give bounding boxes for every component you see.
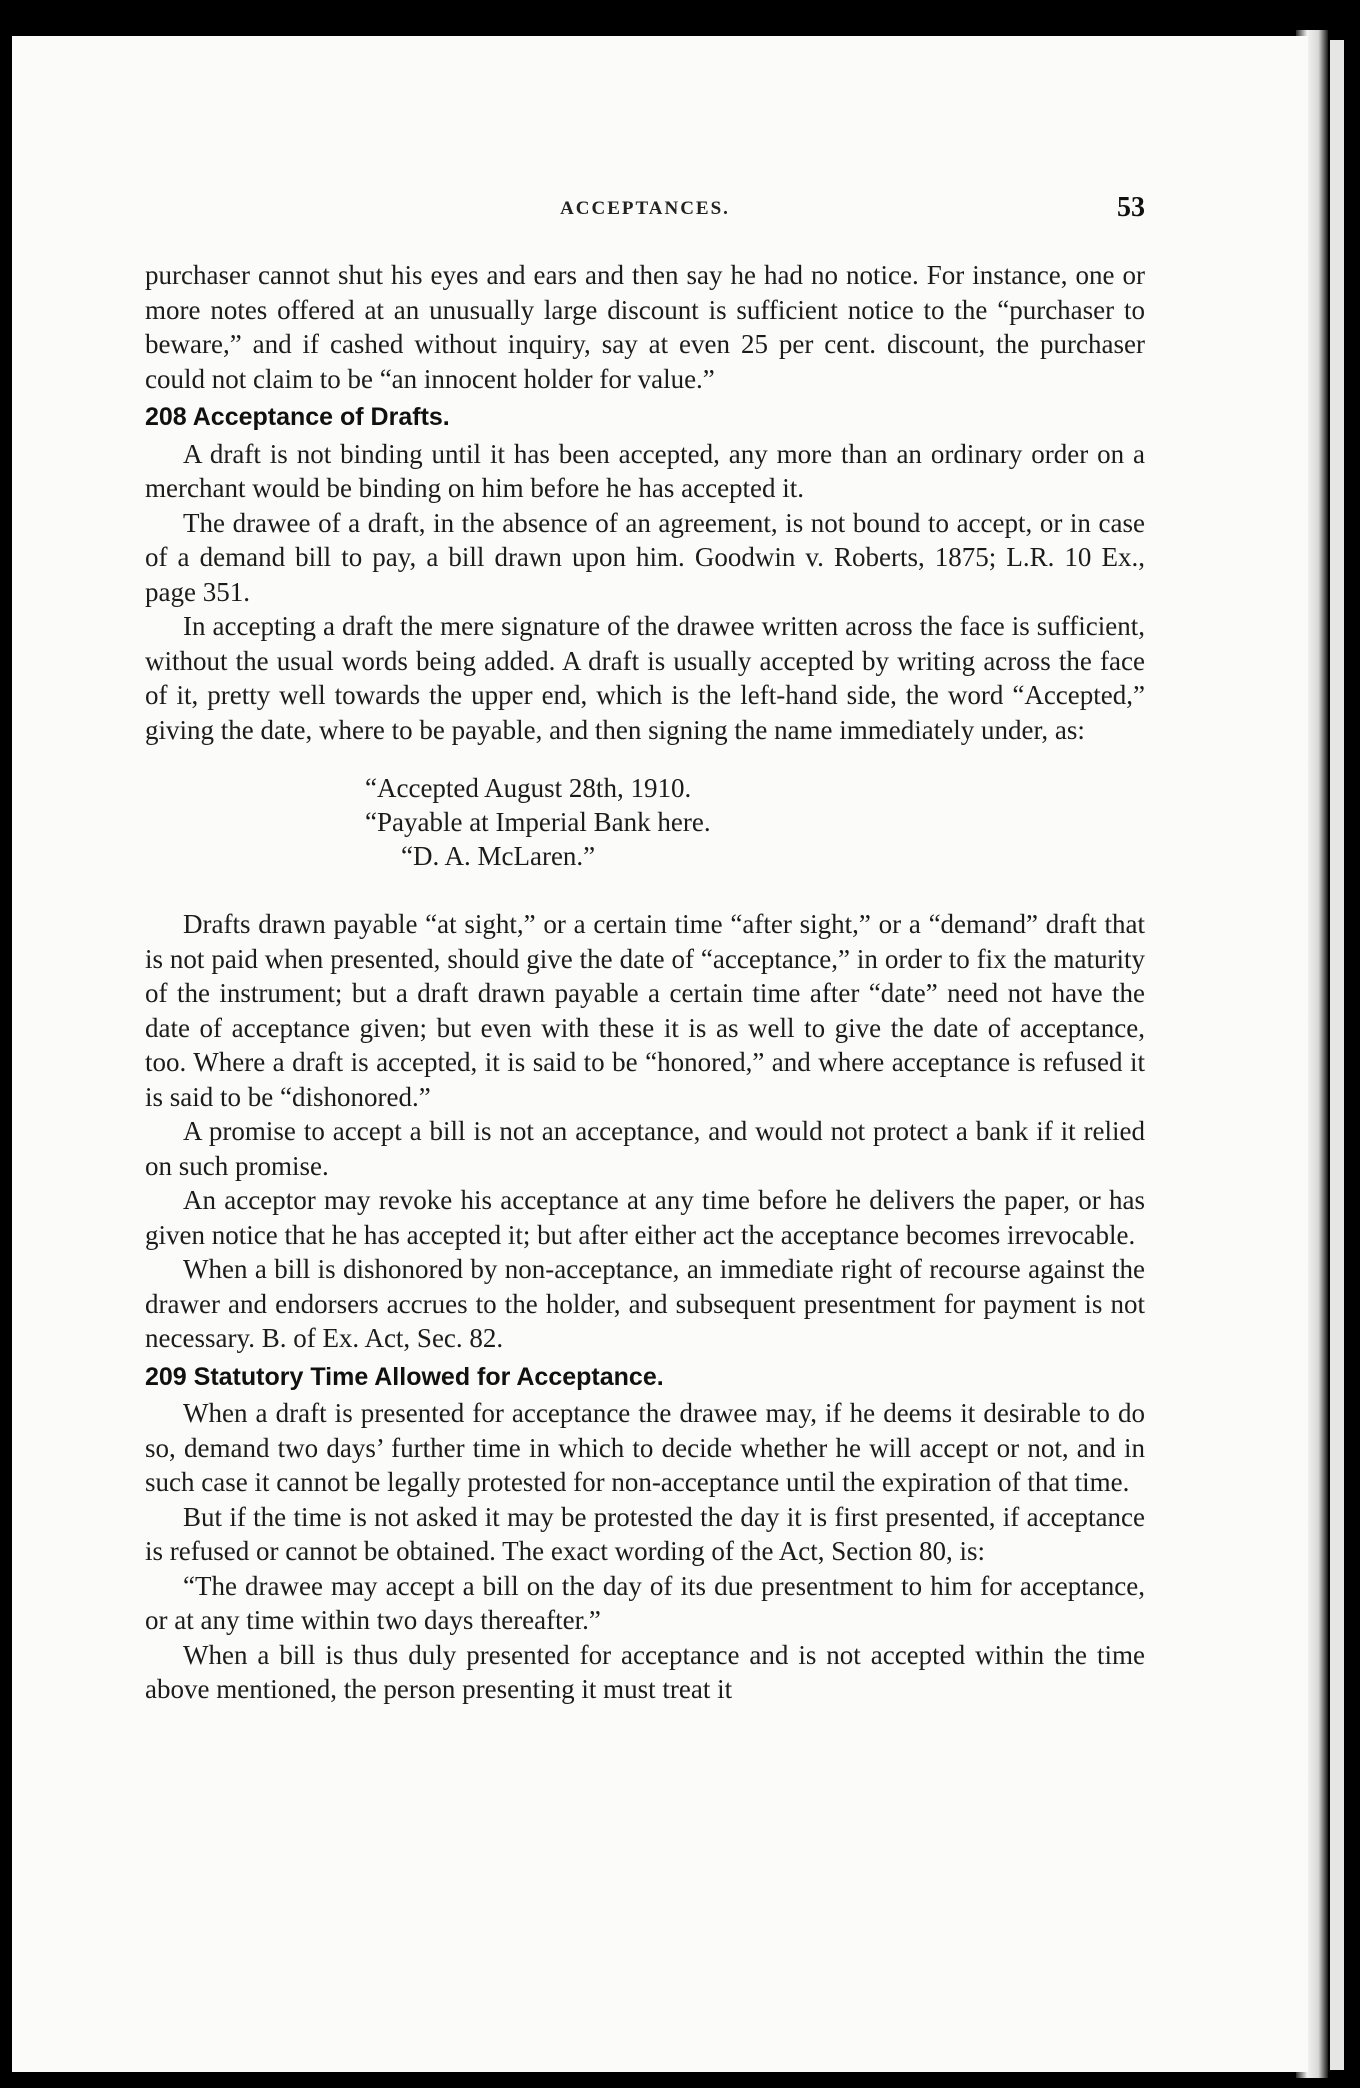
section-heading-208: 208 Acceptance of Drafts.: [145, 403, 450, 431]
running-header: [145, 192, 1145, 232]
paragraph: When a bill is thus duly presented for acceptance and is not accepted within the time above mentioned, the person presenting it must treat it: [145, 1639, 1145, 1704]
paragraph: In accepting a draft the mere signature of the drawee written across the face is sufficient, without the usual words being added. A draft is usually accepted by writing across the face of it, pretty well towards the upper end, which is the left-hand side, the word “Accepted,” giving the date, where to be payable, and then signing the name immediately under, as:: [145, 611, 1145, 745]
section-heading-209: 209 Statutory Time Allowed for Acceptance.: [145, 1362, 664, 1391]
paragraph-continued: purchaser cannot shut his eyes and ears and then say he had no notice. For instance, one or more notes offered at an unusually large discount is sufficient notice to the “purchaser to beware,” and if cashed without inquiry, say at even 25 per cent. discount, the purchaser could not claim to be “an innocent holder for value.”: [145, 260, 1145, 394]
paragraph: When a draft is presented for acceptance the drawee may, if he deems it desirable to do so, demand two days’ further time in which to decide whether he will accept or not, and in such case it cannot be legally protested for non-acceptance until the expiration of that time.: [145, 1398, 1145, 1497]
example-line: “Payable at Imperial Bank here.: [365, 807, 711, 837]
paragraph: But if the time is not asked it may be protested the day it is first presented, if acceptance is refused or cannot be obtained. The exact wording of the Act, Section 80, is:: [145, 1501, 1145, 1566]
paragraph: Drafts drawn payable “at sight,” or a certain time “after sight,” or a “demand” draft that is not paid when presented, should give the date of “acceptance,” in order to fix the maturity of the instrument; but a draft drawn payable a certain time after “date” need not have the date of acceptance given; but even with these it is as well to give the date of acceptance, too. Where a draft is accepted, it is said to be “honored,” and where acceptance is refused it is said to be “dishonored.”: [145, 909, 1145, 1112]
book-page-edge: [1330, 40, 1344, 2070]
paragraph: The drawee of a draft, in the absence of an agreement, is not bound to accept, or in case of a demand bill to pay, a bill drawn upon him. Goodwin v. Roberts, 1875; L.R. 10 Ex., page 351.: [145, 507, 1145, 607]
paragraph: A promise to accept a bill is not an acceptance, and would not protect a bank if it relied on such promise.: [145, 1116, 1145, 1181]
paragraph: An acceptor may revoke his acceptance at any time before he delivers the paper, or has given notice that he has accepted it; but after either act the acceptance becomes irrevocable.: [145, 1185, 1145, 1250]
acceptance-example: [145, 771, 1145, 873]
quoted-statute: “The drawee may accept a bill on the day of its due presentment to him for acceptance, or at any time within two days thereafter.”: [145, 1570, 1145, 1635]
paragraph: When a bill is dishonored by non-acceptance, an immediate right of recourse against the drawer and endorsers accrues to the holder, and subsequent presentment for payment is not necessary. B. of Ex. Act, Sec. 82.: [145, 1254, 1145, 1353]
example-line: “Accepted August 28th, 1910.: [365, 773, 692, 803]
page-number: 53: [1117, 192, 1145, 223]
running-title: ACCEPTANCES.: [560, 198, 730, 219]
paragraph: A draft is not binding until it has been accepted, any more than an ordinary order on a merchant would be binding on him before he has accepted it.: [145, 438, 1145, 503]
example-signature: “D. A. McLaren.”: [401, 841, 596, 871]
page-body: [145, 258, 1145, 1707]
